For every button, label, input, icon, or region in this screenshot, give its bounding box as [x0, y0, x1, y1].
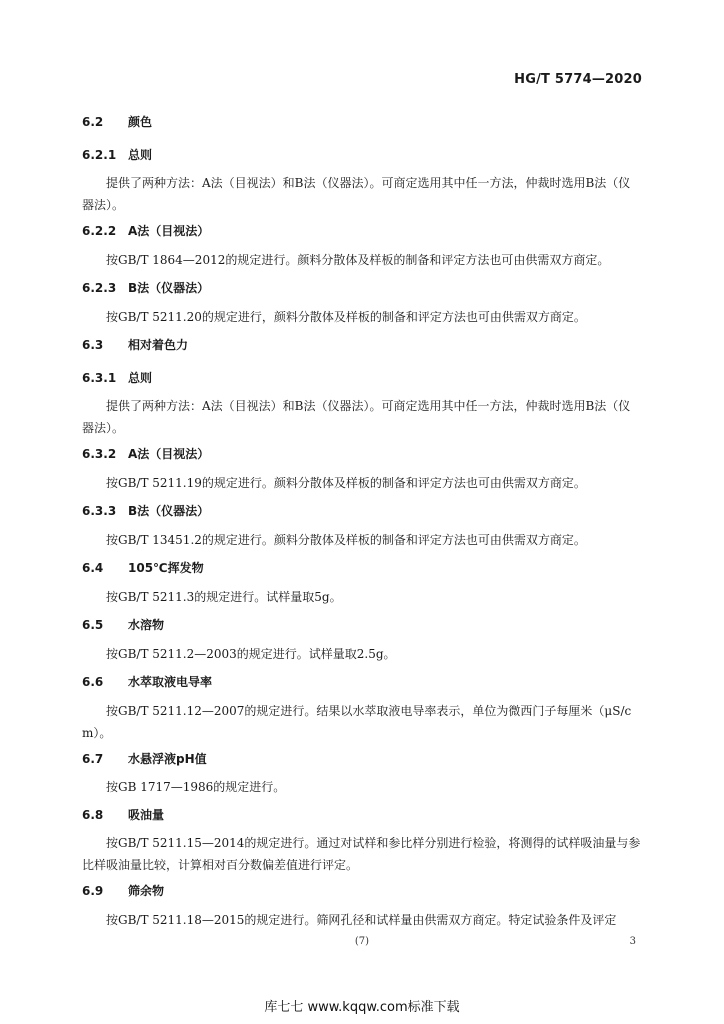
section-title: 总则: [128, 371, 153, 385]
section-title: 水溶物: [128, 618, 165, 632]
section-6-3-3-heading: [82, 502, 209, 519]
section-6-3-1-text: 提供了两种方法：A法（目视法）和B法（仪器法）。可商定选用其中任一方法，仲裁时选用B法（仪器法）。: [82, 399, 631, 435]
section-number: 6.4: [82, 561, 104, 575]
section-6-3-2-text: 按GB/T 5211.19的规定进行。颜料分散体及样板的制备和评定方法也可由供需双方商定。: [106, 476, 586, 490]
section-6-2-2-text: 按GB/T 1864—2012的规定进行。颜料分散体及样板的制备和评定方法也可由供需双方商定。: [106, 253, 610, 267]
standard-code: HG/T 5774—2020: [514, 72, 642, 87]
section-6-2-1-heading: [82, 146, 152, 163]
section-6-8-text: 按GB/T 5211.15—2014的规定进行。通过对试样和参比样分别进行检验，将测得的试样吸油量与参比样吸油量比较，计算相对百分数偏差值进行评定。: [82, 836, 641, 872]
section-6-2-2-heading: [82, 222, 209, 239]
section-6-3-2-heading: [82, 445, 209, 462]
section-6-2-3-text: 按GB/T 5211.20的规定进行，颜料分散体及样板的制备和评定方法也可由供需双方商定。: [106, 310, 586, 324]
section-title: 吸油量: [128, 808, 165, 822]
section-title: 颜色: [128, 115, 153, 129]
section-title: 总则: [128, 148, 153, 162]
section-6-5-text: 按GB/T 5211.2—2003的规定进行。试样量取2.5g。: [106, 647, 396, 661]
page-number: 3: [629, 936, 636, 947]
section-6-9-text: 按GB/T 5211.18—2015的规定进行。筛网孔径和试样量由供需双方商定。特定试验条件及评定: [106, 913, 617, 927]
section-6-2-1-text: 提供了两种方法：A法（目视法）和B法（仪器法）。可商定选用其中任一方法，仲裁时选用B法（仪器法）。: [82, 176, 631, 212]
section-number: 6.3.2: [82, 447, 117, 461]
section-number: 6.5: [82, 618, 104, 632]
section-6-3-3-text: 按GB/T 13451.2的规定进行。颜料分散体及样板的制备和评定方法也可由供需双方商定。: [106, 533, 586, 547]
section-number: 6.2.2: [82, 224, 117, 238]
section-6-4-heading: [82, 559, 204, 576]
section-6-6-heading: [82, 673, 212, 690]
page-mark: (7): [354, 936, 370, 947]
section-number: 6.6: [82, 675, 104, 689]
section-title: 105℃挥发物: [128, 561, 204, 575]
section-title: 相对着色力: [128, 338, 189, 352]
section-number: 6.3.3: [82, 504, 117, 518]
section-6-2-3-heading: [82, 279, 209, 296]
section-title: 水悬浮液pH值: [128, 752, 207, 766]
section-number: 6.9: [82, 884, 104, 898]
section-number: 6.3: [82, 338, 104, 352]
section-number: 6.7: [82, 752, 104, 766]
section-title: B法（仪器法）: [128, 504, 210, 518]
section-6-3-heading: [82, 336, 188, 353]
section-number: 6.2.3: [82, 281, 117, 295]
section-6-9-heading: [82, 882, 164, 899]
section-number: 6.3.1: [82, 371, 117, 385]
section-title: 水萃取液电导率: [128, 675, 213, 689]
section-number: 6.2.1: [82, 148, 117, 162]
section-6-4-text: 按GB/T 5211.3的规定进行。试样量取5g。: [106, 590, 342, 604]
section-6-5-heading: [82, 616, 164, 633]
section-title: A法（目视法）: [128, 224, 210, 238]
section-title: A法（目视法）: [128, 447, 210, 461]
section-number: 6.2: [82, 115, 104, 129]
section-6-2-heading: [82, 113, 152, 130]
section-6-8-heading: [82, 806, 164, 823]
section-number: 6.8: [82, 808, 104, 822]
section-6-3-1-heading: [82, 369, 152, 386]
footer-watermark: 库七七 www.kqqw.com标准下载: [264, 1000, 460, 1015]
section-6-7-text: 按GB 1717—1986的规定进行。: [106, 780, 286, 794]
section-6-7-heading: [82, 750, 207, 767]
section-6-6-text: 按GB/T 5211.12—2007的规定进行。结果以水萃取液电导率表示，单位为微西门子每厘米（μS/cm）。: [82, 704, 632, 740]
section-title: 筛余物: [128, 884, 165, 898]
section-title: B法（仪器法）: [128, 281, 210, 295]
